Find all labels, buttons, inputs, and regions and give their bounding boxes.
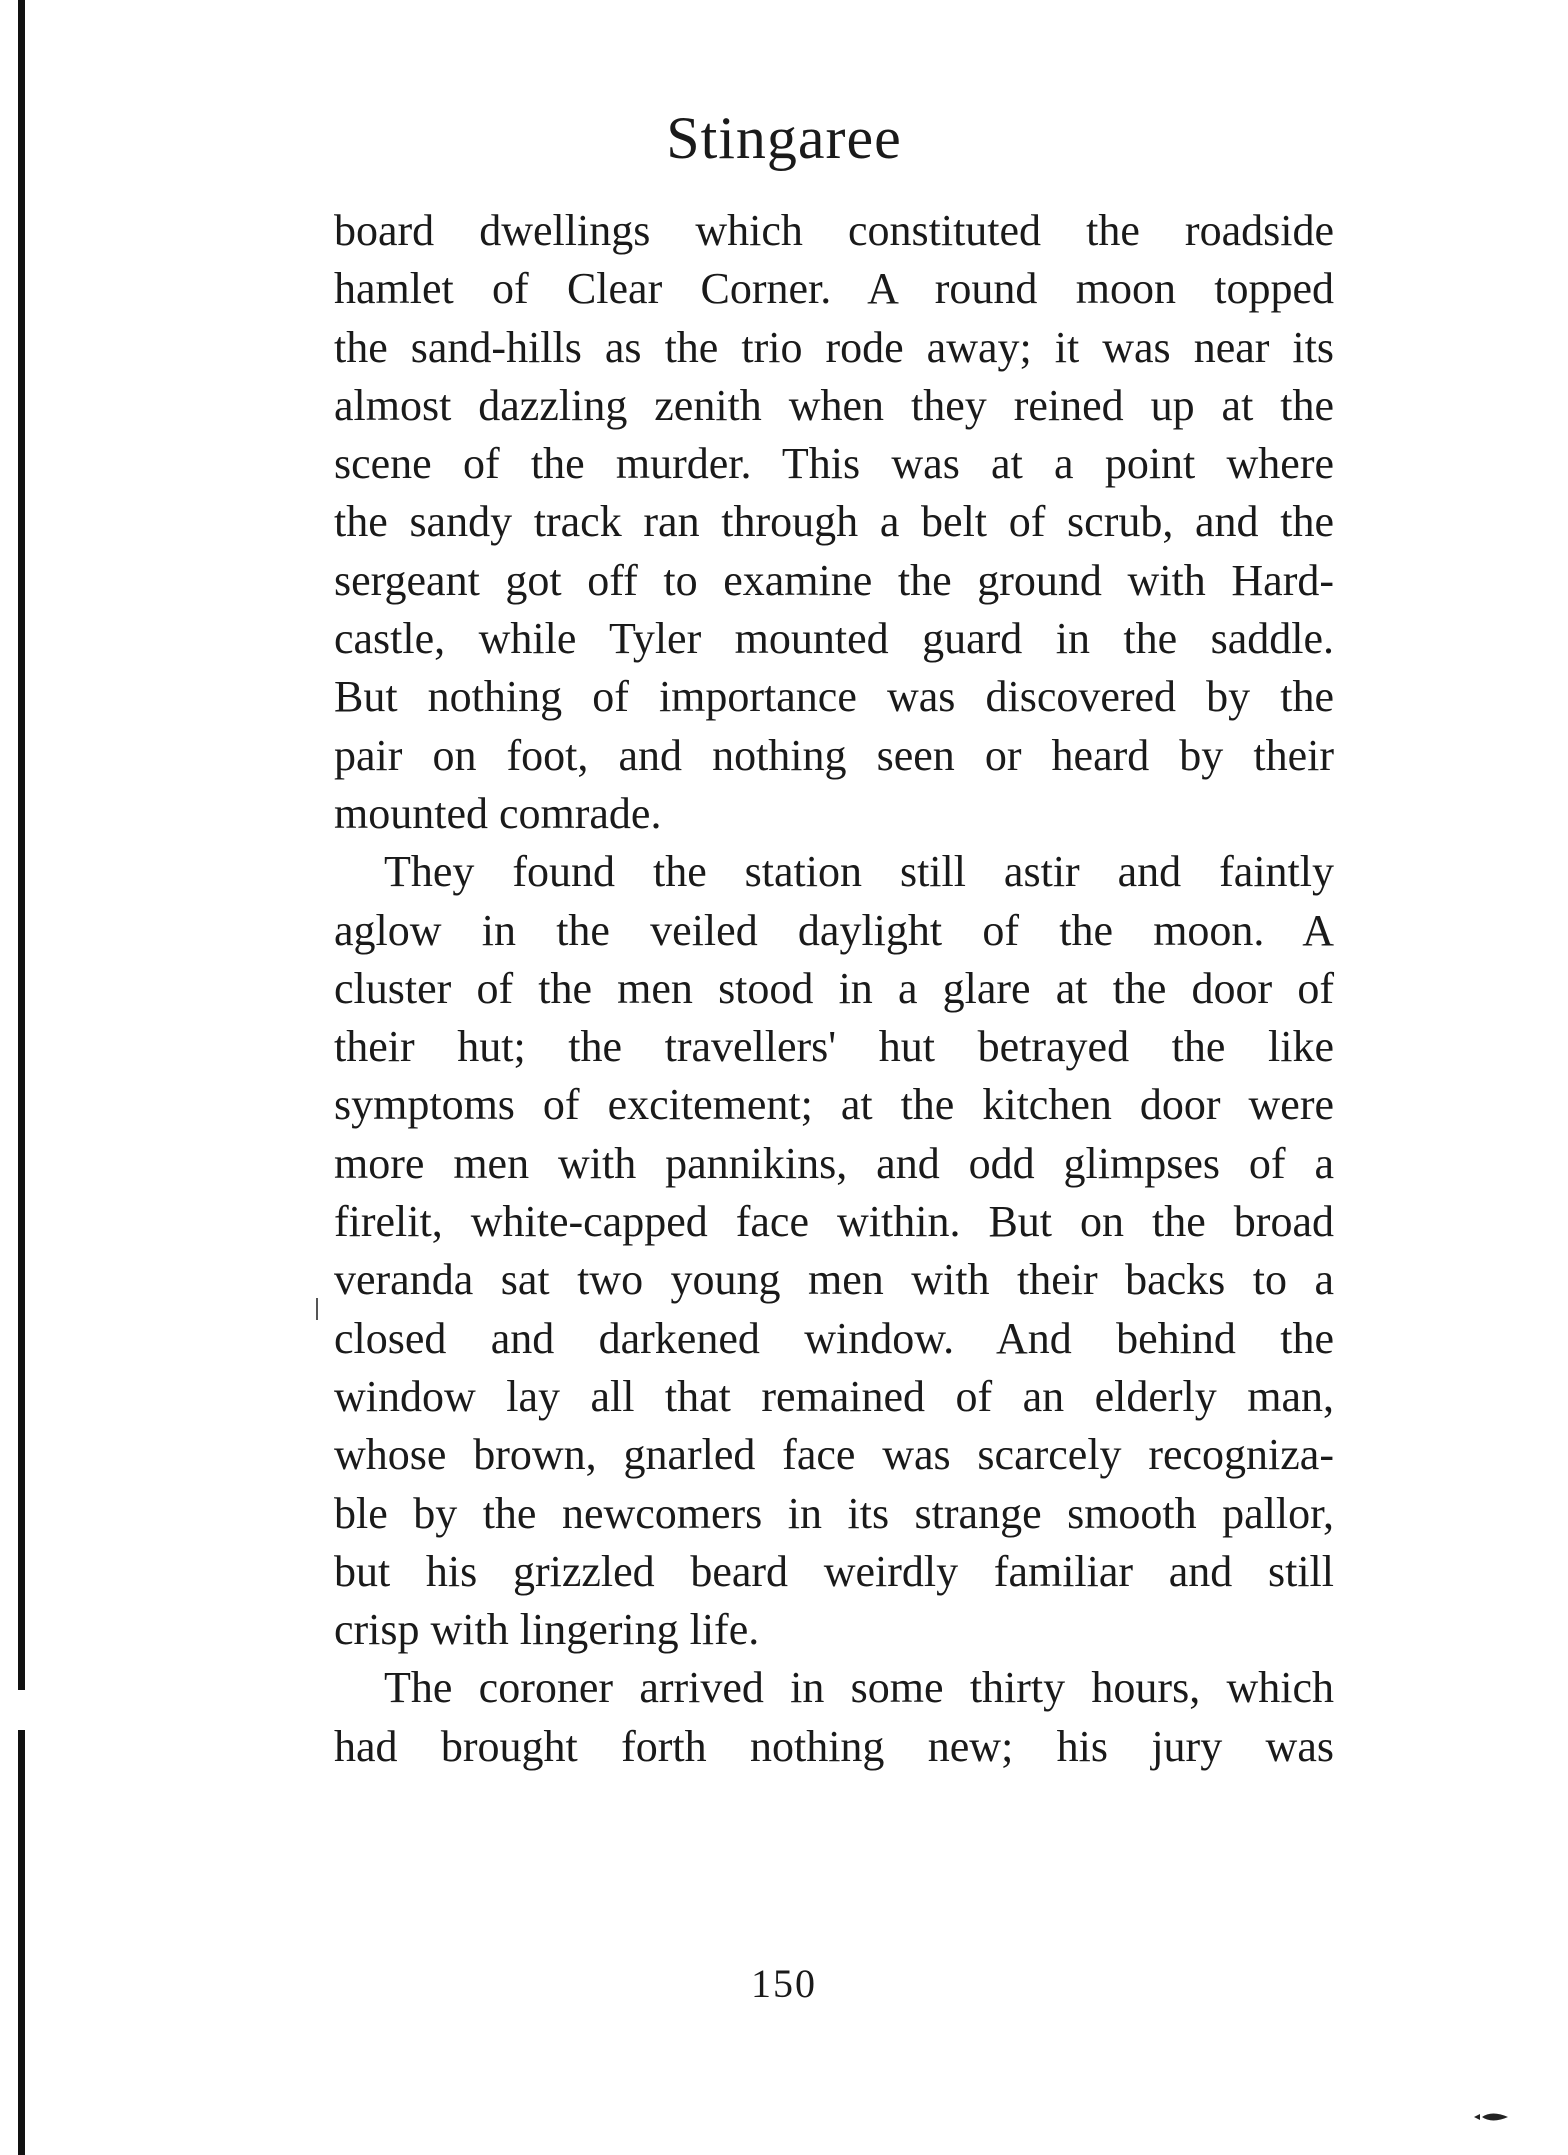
text-line: But nothing of importance was discovered by the <box>334 672 1334 722</box>
paragraph <box>334 843 1334 1659</box>
paragraph <box>334 202 1334 843</box>
text-line: but his grizzled beard weirdly familiar and still <box>334 1546 1334 1596</box>
text-line: cluster of the men stood in a glare at the door of <box>334 963 1334 1013</box>
text-line: castle, while Tyler mounted guard in the saddle. <box>334 614 1334 664</box>
text-line: the sand-hills as the trio rode away; it was near its <box>334 322 1334 372</box>
text-line: The coroner arrived in some thirty hours, which <box>384 1663 1334 1713</box>
page-number: 150 <box>751 1961 817 2006</box>
text-line: their hut; the travellers' hut betrayed the like <box>334 1022 1334 1072</box>
text-line: crisp with lingering life. <box>334 1605 760 1655</box>
binding-edge-gap <box>17 1690 26 1730</box>
text-line: window lay all that remained of an elderly man, <box>334 1371 1334 1421</box>
text-line: symptoms of excitement; at the kitchen door were <box>334 1080 1334 1130</box>
text-line: scene of the murder. This was at a point where <box>334 439 1334 489</box>
text-line: whose brown, gnarled face was scarcely recogniza- <box>334 1430 1334 1480</box>
text-line: hamlet of Clear Corner. A round moon topped <box>334 264 1334 314</box>
paragraph <box>334 1659 1334 1776</box>
text-line: mounted comrade. <box>334 788 662 838</box>
text-line: board dwellings which constituted the roadside <box>334 206 1334 255</box>
text-line: the sandy track ran through a belt of scrub, and the <box>334 497 1334 547</box>
fleuron-ornament-icon <box>1472 2110 1512 2124</box>
text-line: ble by the newcomers in its strange smooth pallor, <box>334 1488 1334 1538</box>
scan-artifact <box>316 1298 318 1320</box>
body-text <box>334 202 1334 1776</box>
binding-edge <box>18 0 25 2155</box>
text-line: veranda sat two young men with their backs to a <box>334 1255 1334 1305</box>
text-line: closed and darkened window. And behind the <box>334 1313 1334 1363</box>
running-head: Stingaree <box>666 105 902 171</box>
text-line: almost dazzling zenith when they reined up at the <box>334 380 1334 430</box>
text-line: firelit, white-capped face within. But on the broad <box>334 1197 1334 1247</box>
text-line: more men with pannikins, and odd glimpses of a <box>334 1138 1334 1188</box>
text-line: aglow in the veiled daylight of the moon. A <box>334 905 1334 955</box>
text-line: sergeant got off to examine the ground with Hard- <box>334 555 1334 605</box>
text-line: They found the station still astir and faintly <box>384 847 1334 897</box>
text-line: pair on foot, and nothing seen or heard by their <box>334 730 1334 780</box>
text-line: had brought forth nothing new; his jury was <box>334 1721 1334 1771</box>
